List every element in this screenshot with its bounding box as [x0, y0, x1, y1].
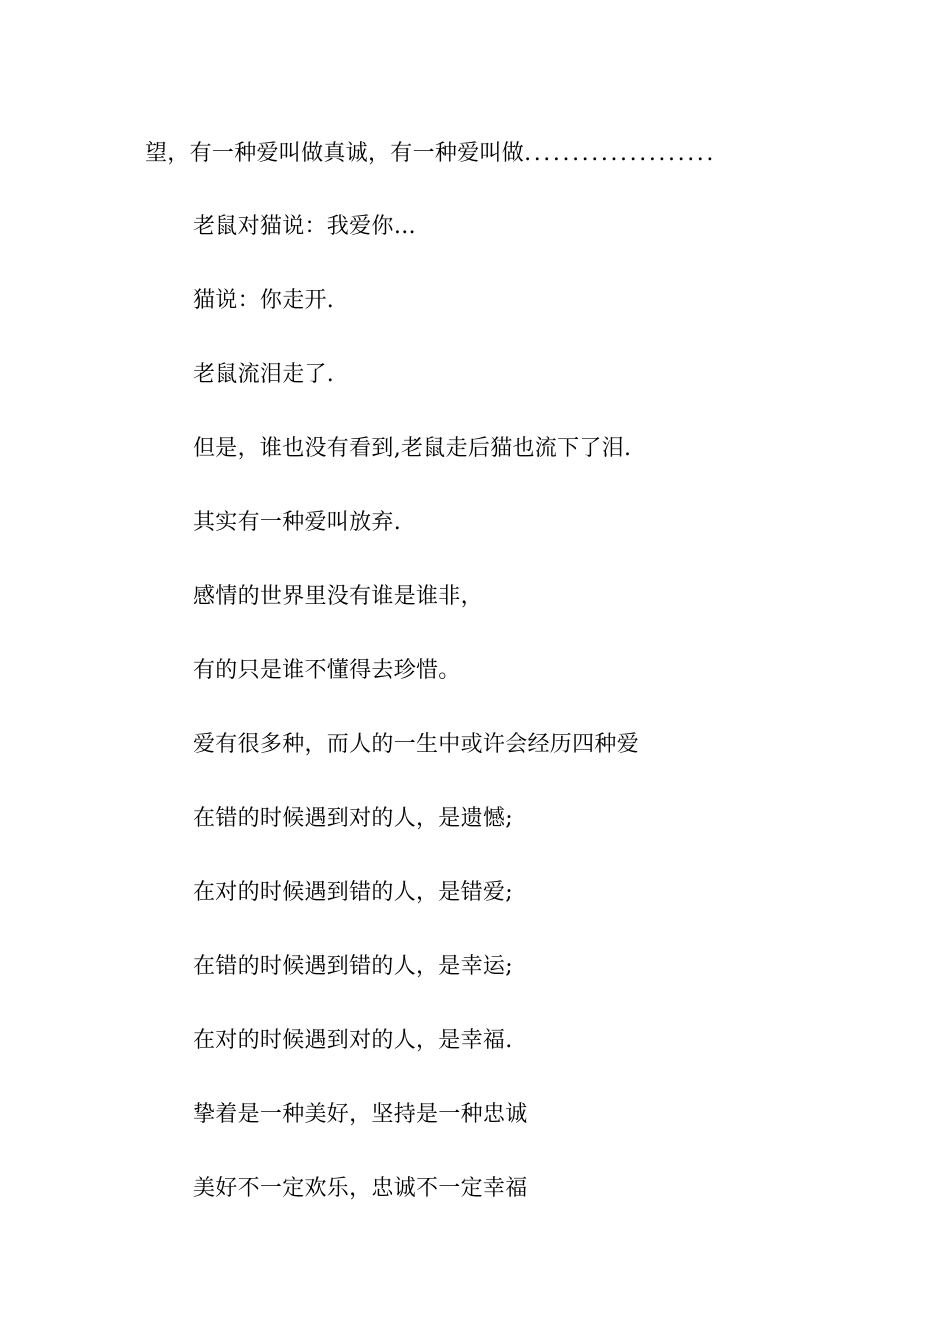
- continued-line-text: 望，有一种爱叫做真诚，有一种爱叫做: [145, 141, 525, 166]
- paragraph: 老鼠流泪走了.: [193, 362, 335, 387]
- paragraph: 在错的时候遇到对的人，是遗憾;: [193, 806, 513, 831]
- paragraph: 但是，谁也没有看到,老鼠走后猫也流下了泪.: [193, 436, 632, 461]
- paragraph: 在对的时候遇到错的人，是错爱;: [193, 880, 513, 905]
- paragraph: 老鼠对猫说：我爱你…: [193, 214, 417, 239]
- continued-line-dots: ....................: [524, 141, 716, 166]
- paragraph: 在错的时候遇到错的人，是幸运;: [193, 954, 513, 979]
- paragraph: 爱有很多种，而人的一生中或许会经历四种爱: [193, 732, 640, 757]
- paragraph: 感情的世界里没有谁是谁非，: [193, 584, 483, 609]
- paragraph: 有的只是谁不懂得去珍惜。: [193, 658, 461, 683]
- paragraph: 美好不一定欢乐，忠诚不一定幸福: [193, 1176, 528, 1201]
- continued-line: [145, 136, 716, 172]
- paragraph: 其实有一种爱叫放弃.: [193, 510, 401, 535]
- paragraph: 猫说：你走开.: [193, 288, 335, 313]
- paragraph: 在对的时候遇到对的人，是幸福.: [193, 1028, 513, 1053]
- paragraph: 挚着是一种美好，坚持是一种忠诚: [193, 1102, 528, 1127]
